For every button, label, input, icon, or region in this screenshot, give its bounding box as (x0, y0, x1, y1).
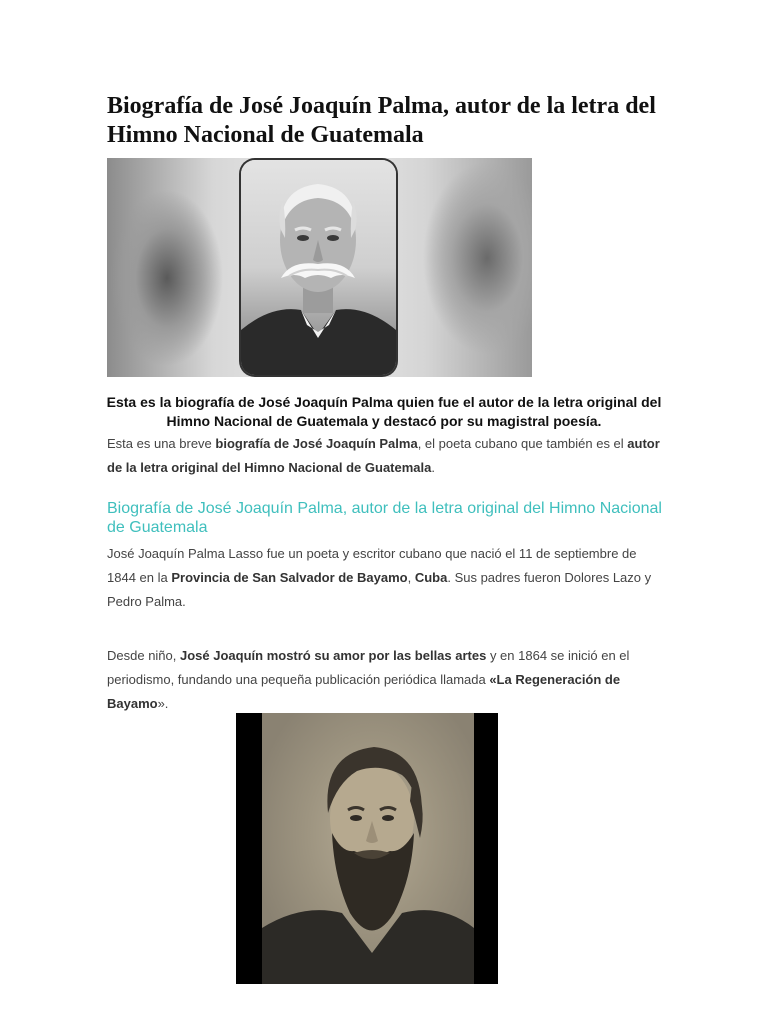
p2-text-2: y en 1864 se inició en el periodismo, fundando una pequeña publicación periódica llamada (107, 648, 630, 687)
intro-bold-2: autor de la letra original del Himno Nacional de Guatemala (107, 436, 660, 475)
article-title: Biografía de José Joaquín Palma, autor de la letra del Himno Nacional de Guatemala (107, 93, 656, 148)
p1-bold-2: Cuba (414, 570, 448, 585)
intro-text-2: , el poeta cubano que también es el (417, 436, 628, 451)
p2-text-1: Desde niño, (107, 648, 180, 663)
p2-bold-1: José Joaquín mostró su amor por las bellas artes (180, 648, 487, 663)
bearded-man-illustration (262, 713, 474, 984)
p1-text-1: José Joaquín Palma Lasso fue un poeta y escritor cubano que nació el 11 de septiembre de 1844 en la (107, 546, 637, 585)
intro-text-3: . (431, 460, 435, 475)
p2-bold-2: «La Regeneración de Bayamo (107, 672, 621, 711)
portrait-photo-young (236, 713, 498, 984)
intro-text-1: Esta es una breve (107, 436, 216, 451)
elderly-man-illustration (241, 160, 396, 375)
intro-bold-1: biografía de José Joaquín Palma (215, 436, 418, 451)
photo-caption: Esta es la biografía de José Joaquín Palma quien fue el autor de la letra original del Himno Nacional de Guatemala y destacó por su magistral poesía. (106, 394, 662, 429)
p2-text-3: ». (157, 696, 169, 711)
biography-paragraph-2 (107, 644, 667, 716)
intro-paragraph (107, 432, 667, 480)
biography-paragraph-1 (107, 542, 667, 614)
section-subtitle: Biografía de José Joaquín Palma, autor de la letra original del Himno Nacional de Guatemala (107, 500, 662, 536)
p1-text-2: , (407, 570, 415, 585)
portrait-frame (241, 160, 396, 375)
p1-text-3: . Sus padres fueron Dolores Lazo y Pedro Palma. (107, 570, 652, 609)
p1-bold-1: Provincia de San Salvador de Bayamo (171, 570, 408, 585)
sepia-portrait (262, 713, 474, 984)
portrait-photo-elderly (107, 158, 532, 377)
